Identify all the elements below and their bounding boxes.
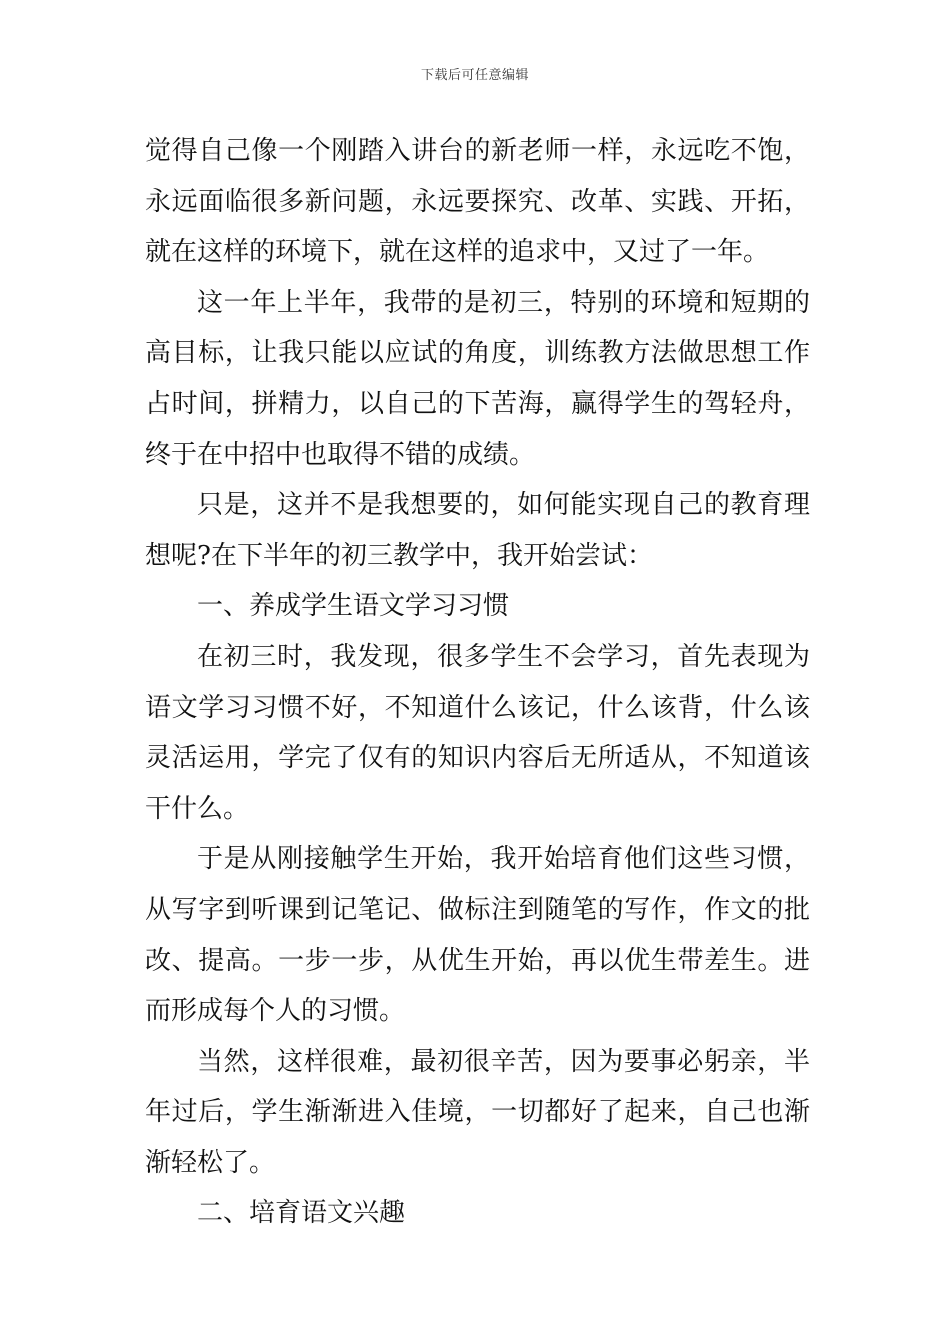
- paragraph-5: 于是从刚接触学生开始，我开始培育他们这些习惯，从写字到听课到记笔记、做标注到随笔的写作，作文的批改、提高。一步一步，从优生开始，再以优生带差生。进而形成每个人的习惯。: [145, 844, 810, 1027]
- paragraph-6: 当然，这样很难，最初很辛苦，因为要事必躬亲，半年过后，学生渐渐进入佳境，一切都好了起来，自己也渐渐轻松了。: [145, 1046, 810, 1178]
- section-heading-2: 二、培育语文兴趣: [197, 1198, 406, 1229]
- paragraph-1: 觉得自己像一个刚踏入讲台的新老师一样，永远吃不饱，永远面临很多新问题，永远要探究、改革、实践、开拓，就在这样的环境下，就在这样的追求中，又过了一年。: [145, 136, 810, 268]
- paragraph-4: 在初三时，我发现，很多学生不会学习，首先表现为语文学习习惯不好，不知道什么该记，什么该背，什么该灵活运用，学完了仅有的知识内容后无所适从，不知道该干什么。: [145, 641, 810, 824]
- section-heading-1: 一、养成学生语文学习习惯: [197, 591, 510, 622]
- document-body: [145, 126, 810, 1239]
- page-header: 下载后可任意编辑: [420, 68, 529, 83]
- paragraph-3: 只是，这并不是我想要的，如何能实现自己的教育理想呢?在下半年的初三教学中，我开始尝试：: [145, 490, 810, 571]
- paragraph-2: 这一年上半年，我带的是初三，特别的环境和短期的高目标，让我只能以应试的角度，训练教方法做思想工作占时间，拼精力，以自己的下苦海，赢得学生的驾轻舟，终于在中招中也取得不错的成绩。: [145, 287, 810, 470]
